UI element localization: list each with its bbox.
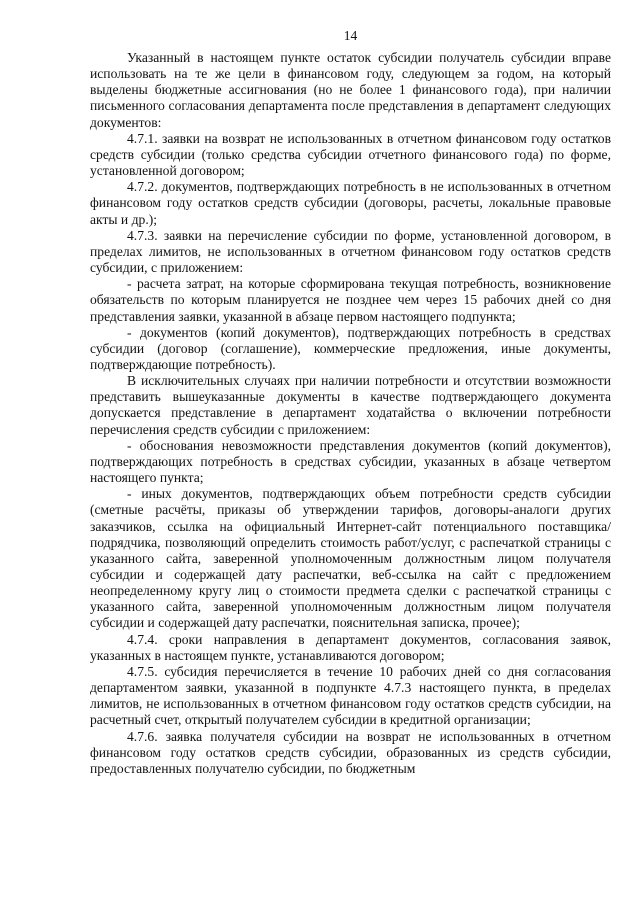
list-item-supporting-documents: - документов (копий документов), подтверждающих потребность в средствах субсидии (договор (соглашение), коммерческие предложения, иные документы, подтверждающие потребность). [90, 324, 611, 372]
paragraph-4-7-6: 4.7.6. заявка получателя субсидии на возврат не использованных в отчетном финансовом году остатков средств субсидии, образованных из средств субсидии, предоставленных получателю субсидии, по бюджетным [90, 728, 611, 776]
paragraph-remainder-use: Указанный в настоящем пункте остаток субсидии получатель субсидии вправе использовать на те же цели в финансовом году, следующем за годом, на который выделены бюджетные ассигнования (но не более 1 финансового года), при наличии письменного согласования департамента после представления в департамент следующих документов: [90, 50, 611, 130]
document-page [90, 28, 611, 777]
paragraph-exceptional-cases: В исключительных случаях при наличии потребности и отсутствии возможности представить вышеуказанные документы в качестве подтверждающего документа допускается представление в департамент ходатайства о включении потребности перечисления средств субсидии с приложением: [90, 373, 611, 437]
page-number: 14 [343, 28, 358, 43]
paragraph-4-7-3: 4.7.3. заявки на перечисление субсидии по форме, установленной договором, в пределах лимитов, не использованных в отчетном финансовом году остатков средств субсидии, с приложением: [90, 227, 611, 276]
list-item-cost-calculation: - расчета затрат, на которые сформирована текущая потребность, возникновение обязательств по которым планируется не позднее чем через 15 рабочих дней со дня представления заявки, указанной в абзаце первом настоящего подпункта; [90, 276, 611, 324]
paragraph-4-7-4: 4.7.4. сроки направления в департамент документов, согласования заявок, указанных в настоящем пункте, устанавливаются договором; [90, 631, 611, 663]
paragraph-4-7-5: 4.7.5. субсидия перечисляется в течение 10 рабочих дней со дня согласования департаментом заявки, указанной в подпункте 4.7.3 настоящего пункта, в пределах лимитов, не использованных в отчетном финансовом году остатков средств субсидии, на расчетный счет, открытый получателем субсидии в кредитной организации; [90, 663, 611, 728]
paragraph-4-7-2: 4.7.2. документов, подтверждающих потребность в не использованных в отчетном финансовом году остатков средств субсидии (договоры, расчеты, локальные правовые акты и др.); [90, 179, 611, 227]
list-item-other-documents: - иных документов, подтверждающих объем потребности средств субсидии (сметные расчёты, приказы об утверждении тарифов, договоры-аналоги других заказчиков, ссылка на официальный Интернет-сайт потенциального поставщика/подрядчика, позволяющий определить стоимость работ/услуг, с распечаткой страницы с указанного сайта, заверенной уполномоченным должностным лицом получателя субсидии и содержащей дату распечатки, веб-ссылка на сайт с предложением неопределенному кругу лиц о стоимости предмета сделки с распечаткой страницы с указанного сайта, заверенной уполномоченным должностным лицом получателя субсидии и содержащей дату распечатки, пояснительная записка, прочее); [90, 486, 611, 631]
list-item-impossibility-justification: - обоснования невозможности представления документов (копий документов), подтверждающих потребность в средствах субсидии, указанных в абзаце четвертом настоящего пункта; [90, 437, 611, 486]
paragraph-4-7-1: 4.7.1. заявки на возврат не использованных в отчетном финансовом году остатков средств субсидии (только средства субсидии отчетного финансового года) по форме, установленной договором; [90, 130, 611, 179]
